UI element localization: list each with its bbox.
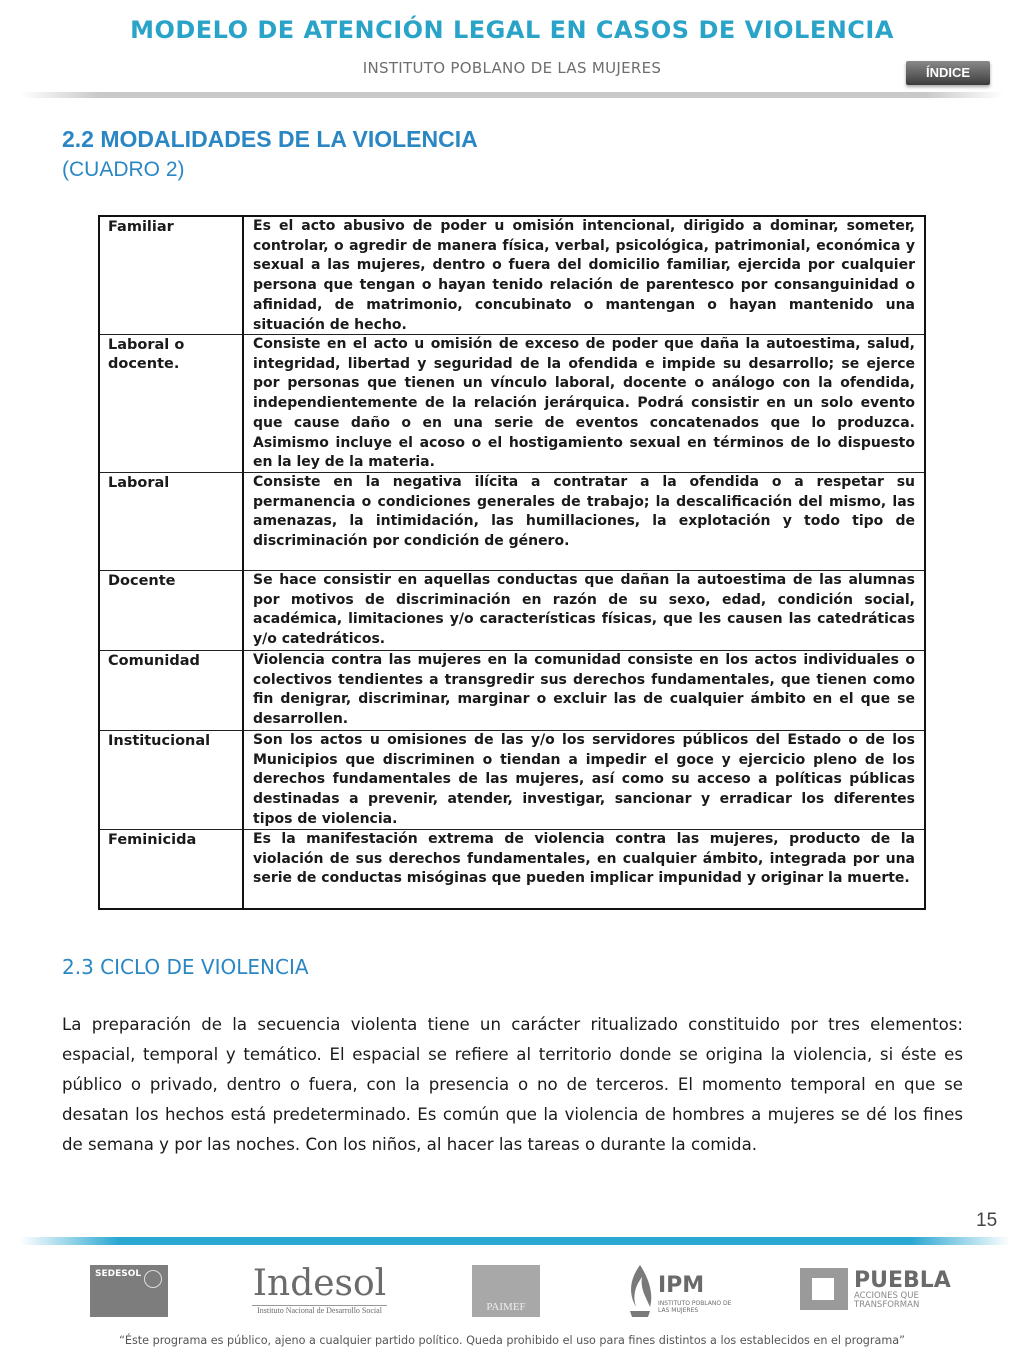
table-term-part: o: [174, 337, 185, 353]
ipm-logo-subtext: INSTITUTO POBLANO DE LAS MUJERES: [658, 1300, 732, 1314]
table-definition: Consiste en el acto u omisión de exceso de poder que daña la autoestima, salud, integridad, libertad y seguridad de la ofendida e impide su desarrollo; se ejerce por personas que tienen un vínculo laboral, docente o análogo con la ofendida, independientemente de la relación jerárquica. Podrá consistir en un solo evento que cause daño o en una serie de eventos concatenados que lo produzca. Asimismo incluye el acoso o el hostigamiento sexual en términos de lo dispuesto en la ley de la materia.: [244, 335, 924, 473]
table-term: Comunidad: [100, 651, 244, 731]
table-term-part: docente.: [108, 356, 180, 372]
sedesol-logo-text: SEDESOL: [95, 1269, 142, 1279]
modalities-table: [98, 215, 926, 910]
table-definition: Es el acto abusivo de poder u omisión intencional, dirigido a dominar, someter, controlar, o agredir de manera física, verbal, psicológica, patrimonial, económica y sexual a las mujeres, dentro o fuera del domicilio familiar, ejercida por cualquier persona que tengan o hayan tenido relación de parentesco por consanguinidad o afinidad, de matrimonio, concubinato o mantengan o hayan mantenido una situación de hecho.: [244, 217, 924, 335]
cycle-heading: 2.3 CICLO DE VIOLENCIA: [62, 955, 309, 979]
puebla-mark-icon: [800, 1268, 848, 1310]
table-term: Docente: [100, 571, 244, 651]
sedesol-logo: [90, 1265, 168, 1317]
table-definition: Se hace consistir en aquellas conductas que dañan la autoestima de las alumnas por motivos de discriminación en razón de su sexo, edad, condición social, académica, limitaciones y/o características físicas, que les causen las catedráticas y/o catedráticos.: [244, 571, 924, 651]
ipm-logo-text: IPM: [658, 1273, 705, 1298]
indesol-logo: [252, 1263, 387, 1323]
header-divider: [20, 92, 1004, 98]
footer-disclaimer: “Éste programa es público, ajeno a cualquier partido político. Queda prohibido el uso para fines distintos a los establecidos en el programa”: [119, 1334, 905, 1347]
table-term-part: Laboral: [108, 337, 170, 353]
paimef-logo-text: PAIMEF: [486, 1301, 526, 1313]
page-number: 15: [976, 1210, 998, 1231]
document-header-subtitle: INSTITUTO POBLANO DE LAS MUJERES: [362, 59, 662, 77]
table-term: [100, 335, 244, 473]
footer-logos: [0, 1258, 1024, 1328]
paimef-logo: [472, 1265, 540, 1317]
puebla-logo: [800, 1266, 951, 1318]
puebla-logo-subtext: ACCIONES QUE TRANSFORMAN: [854, 1291, 920, 1310]
ipm-logo: [624, 1263, 744, 1321]
table-term: Laboral: [100, 473, 244, 571]
table-definition: Violencia contra las mujeres en la comunidad consiste en los actos individuales o colectivos tendientes a transgredir sus derechos fundamentales, que tienen como fin denigrar, discriminar, marginar o excluir las de cualquier ámbito en el que se desarrollen.: [244, 651, 924, 731]
index-button[interactable]: ÍNDICE: [906, 61, 990, 85]
document-header-title: MODELO DE ATENCIÓN LEGAL EN CASOS DE VIOLENCIA: [130, 16, 894, 44]
table-term: Institucional: [100, 731, 244, 830]
eagle-emblem-icon: [144, 1270, 162, 1288]
table-definition: Son los actos u omisiones de las y/o los servidores públicos del Estado o de los Municipios que discriminen o tiendan a impedir el goce y ejercicio pleno de los derechos fundamentales de las mujeres, así como su acceso a políticas públicas destinadas a prevenir, atender, investigar, sancionar y erradicar los diferentes tipos de violencia.: [244, 731, 924, 830]
section-subtitle: (CUADRO 2): [62, 158, 185, 181]
ipm-flame-icon: [624, 1263, 656, 1321]
indesol-logo-text: Indesol: [252, 1263, 387, 1304]
section-title: 2.2 MODALIDADES DE LA VIOLENCIA: [62, 126, 478, 152]
indesol-logo-subtext: Instituto Nacional de Desarrollo Social: [252, 1305, 387, 1315]
footer-divider: [20, 1237, 1010, 1245]
table-definition: Es la manifestación extrema de violencia contra las mujeres, producto de la violación de sus derechos fundamentales, en cualquier ámbito, integrada por una serie de conductas misóginas que pueden implicar impunidad y originar la muerte.: [253, 831, 915, 887]
table-term: Familiar: [100, 217, 244, 335]
cycle-paragraph: La preparación de la secuencia violenta tiene un carácter ritualizado constituido por tres elementos: espacial, temporal y temático. El espacial se refiere al territorio donde se origina la violencia, si éste es público o privado, dentro o fuera, con la presencia o no de terceros. El momento temporal en que se desatan los hechos está predeterminado. Es común que la violencia de hombres a mujeres se dé los fines de semana y por las noches. Con los niños, al hacer las tareas o durante la comida.: [62, 1015, 963, 1154]
table-term: Feminicida: [100, 830, 244, 908]
table-definition: Consiste en la negativa ilícita a contratar a la ofendida o a respetar su permanencia o condiciones generales de trabajo; la descalificación del mismo, las amenazas, la intimidación, las humillaciones, la explotación y todo tipo de discriminación por condición de género.: [244, 473, 924, 571]
puebla-logo-text: PUEBLA: [854, 1268, 951, 1293]
